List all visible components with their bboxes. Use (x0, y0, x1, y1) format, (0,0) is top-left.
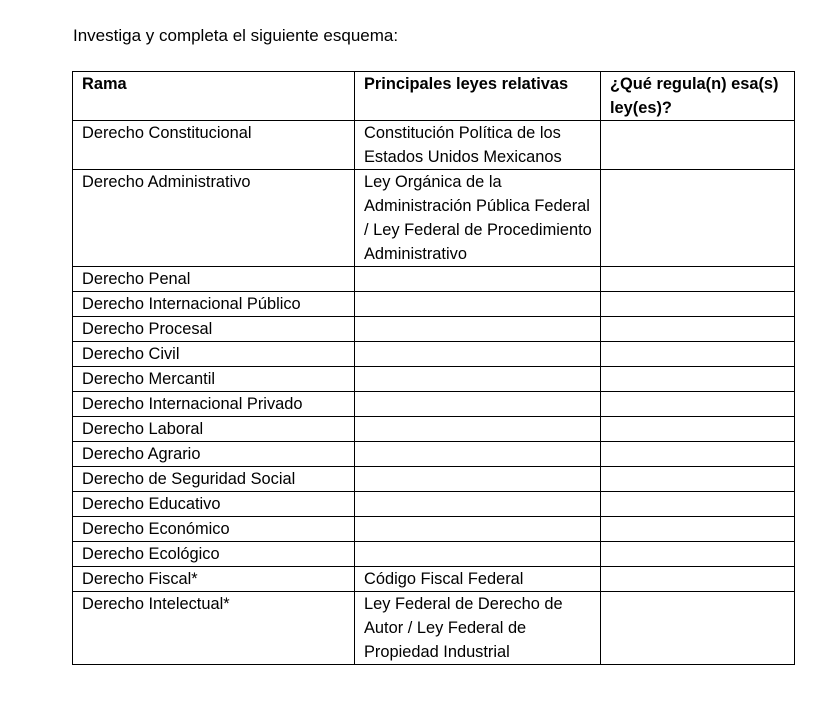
table-row (73, 417, 795, 442)
cell-rama: Derecho Mercantil (73, 367, 355, 392)
cell-rama: Derecho Constitucional (73, 121, 355, 170)
cell-regula[interactable] (601, 367, 795, 392)
table-row (73, 317, 795, 342)
scheme-table (72, 71, 795, 665)
table-row (73, 170, 795, 267)
table-row (73, 592, 795, 665)
cell-leyes[interactable] (355, 367, 601, 392)
cell-leyes[interactable] (355, 492, 601, 517)
cell-rama: Derecho Penal (73, 267, 355, 292)
table-row (73, 342, 795, 367)
cell-leyes[interactable] (355, 517, 601, 542)
cell-leyes: Constitución Política de los Estados Unidos Mexicanos (355, 121, 601, 170)
cell-regula[interactable] (601, 567, 795, 592)
table-row (73, 492, 795, 517)
cell-rama: Derecho Intelectual* (73, 592, 355, 665)
cell-regula[interactable] (601, 317, 795, 342)
cell-leyes[interactable] (355, 417, 601, 442)
cell-rama: Derecho Laboral (73, 417, 355, 442)
cell-regula[interactable] (601, 517, 795, 542)
cell-regula[interactable] (601, 442, 795, 467)
table-row (73, 267, 795, 292)
cell-leyes[interactable] (355, 542, 601, 567)
table-row (73, 442, 795, 467)
instruction-text: Investiga y completa el siguiente esquema: (73, 26, 399, 45)
cell-regula[interactable] (601, 392, 795, 417)
cell-regula[interactable] (601, 170, 795, 267)
header-rama: Rama (73, 72, 355, 121)
cell-rama: Derecho Educativo (73, 492, 355, 517)
cell-leyes[interactable] (355, 442, 601, 467)
cell-regula[interactable] (601, 467, 795, 492)
header-leyes: Principales leyes relativas (355, 72, 601, 121)
cell-rama: Derecho Internacional Privado (73, 392, 355, 417)
cell-leyes: Código Fiscal Federal (355, 567, 601, 592)
cell-regula[interactable] (601, 121, 795, 170)
table-row (73, 392, 795, 417)
cell-rama: Derecho Civil (73, 342, 355, 367)
cell-leyes: Ley Federal de Derecho de Autor / Ley Federal de Propiedad Industrial (355, 592, 601, 665)
cell-regula[interactable] (601, 417, 795, 442)
table-row (73, 121, 795, 170)
cell-leyes[interactable] (355, 342, 601, 367)
table-row (73, 367, 795, 392)
table-row (73, 517, 795, 542)
table-row (73, 292, 795, 317)
cell-leyes[interactable] (355, 292, 601, 317)
header-regula: ¿Qué regula(n) esa(s) ley(es)? (601, 72, 795, 121)
cell-regula[interactable] (601, 542, 795, 567)
cell-leyes[interactable] (355, 392, 601, 417)
cell-rama: Derecho Administrativo (73, 170, 355, 267)
cell-leyes: Ley Orgánica de la Administración Pública Federal / Ley Federal de Procedimiento Administrativo (355, 170, 601, 267)
cell-regula[interactable] (601, 492, 795, 517)
cell-leyes[interactable] (355, 317, 601, 342)
cell-rama: Derecho Agrario (73, 442, 355, 467)
cell-regula[interactable] (601, 292, 795, 317)
cell-regula[interactable] (601, 592, 795, 665)
cell-rama: Derecho Procesal (73, 317, 355, 342)
table-row (73, 542, 795, 567)
table-header-row (73, 72, 795, 121)
cell-rama: Derecho Fiscal* (73, 567, 355, 592)
cell-rama: Derecho Internacional Público (73, 292, 355, 317)
cell-leyes[interactable] (355, 467, 601, 492)
cell-regula[interactable] (601, 267, 795, 292)
cell-rama: Derecho Ecológico (73, 542, 355, 567)
cell-rama: Derecho Económico (73, 517, 355, 542)
table-row (73, 567, 795, 592)
cell-regula[interactable] (601, 342, 795, 367)
cell-rama: Derecho de Seguridad Social (73, 467, 355, 492)
cell-leyes[interactable] (355, 267, 601, 292)
table-row (73, 467, 795, 492)
